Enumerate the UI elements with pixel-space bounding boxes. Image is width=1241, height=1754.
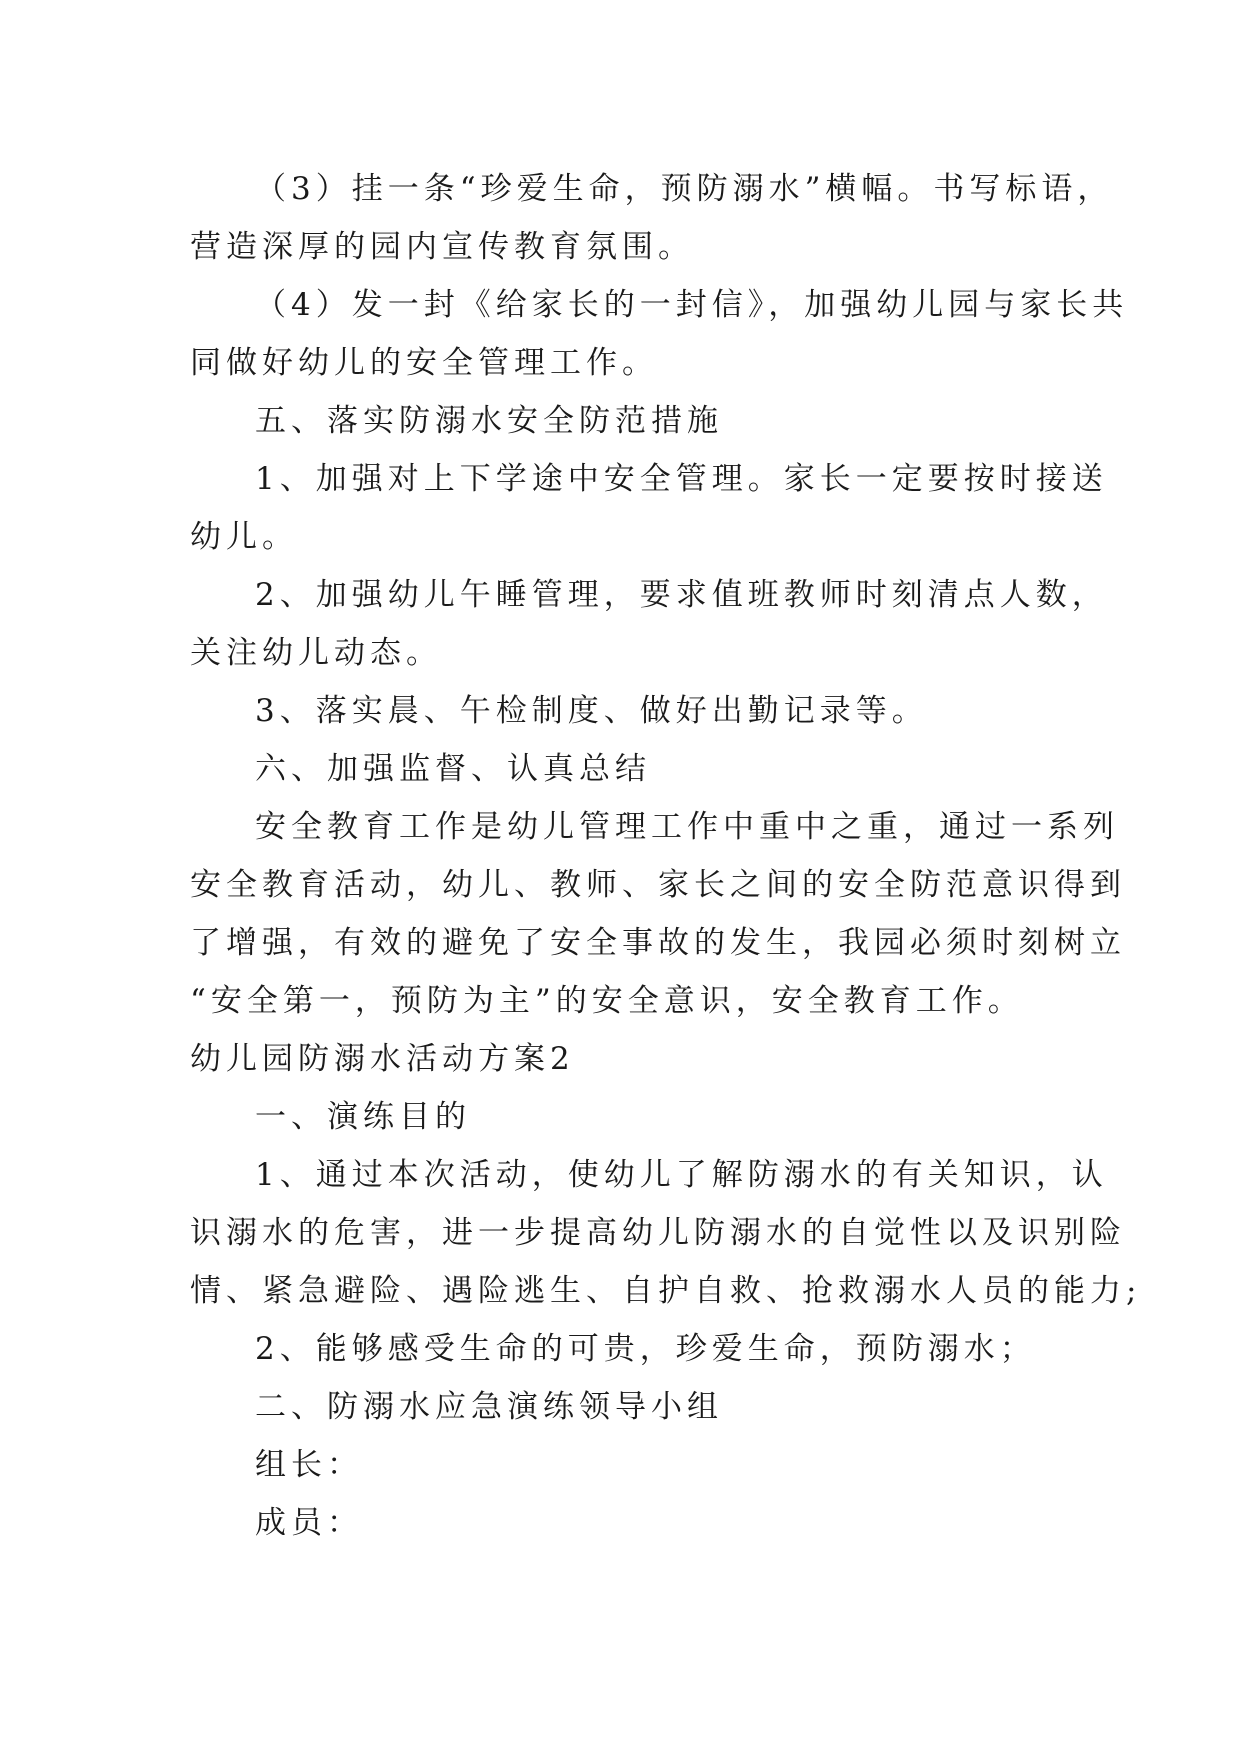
- paragraph-line: 关注幼儿动态。: [190, 635, 442, 671]
- field-label-members: 成员：: [255, 1505, 363, 1541]
- section-heading: 二、防溺水应急演练领导小组: [255, 1389, 723, 1425]
- paragraph-line: 情、紧急避险、遇险逃生、自护自救、抢救溺水人员的能力;: [190, 1273, 1142, 1309]
- paragraph-line: “安全第一，预防为主”的安全意识，安全教育工作。: [190, 983, 1024, 1019]
- paragraph-line: 安全教育工作是幼儿管理工作中重中之重，通过一系列: [255, 809, 1119, 845]
- paragraph-line: 2、能够感受生命的可贵，珍爱生命，预防溺水；: [255, 1331, 1036, 1367]
- paragraph-line: 了增强，有效的避免了安全事故的发生，我园必须时刻树立: [190, 925, 1126, 961]
- paragraph-line: 营造深厚的园内宣传教育氛围。: [190, 229, 694, 265]
- paragraph-line: 幼儿。: [190, 519, 298, 555]
- document-body: [190, 160, 1142, 1552]
- section-heading: 一、演练目的: [255, 1099, 471, 1135]
- paragraph-line: （4）发一封《给家长的一封信》，加强幼儿园与家长共: [255, 287, 1129, 323]
- paragraph-line: （3）挂一条“珍爱生命，预防溺水”横幅。书写标语，: [255, 171, 1114, 207]
- paragraph-line: 安全教育活动，幼儿、教师、家长之间的安全防范意识得到: [190, 867, 1126, 903]
- paragraph-line: 同做好幼儿的安全管理工作。: [190, 345, 658, 381]
- field-label-leader: 组长：: [255, 1447, 363, 1483]
- section-heading: 六、加强监督、认真总结: [255, 751, 651, 787]
- paragraph-line: 2、加强幼儿午睡管理，要求值班教师时刻清点人数，: [255, 577, 1108, 613]
- paragraph-line: 识溺水的危害，进一步提高幼儿防溺水的自觉性以及识别险: [190, 1215, 1126, 1251]
- paragraph-line: 3、落实晨、午检制度、做好出勤记录等。: [255, 693, 928, 729]
- section-heading: 五、落实防溺水安全防范措施: [255, 403, 723, 439]
- paragraph-line: 1、加强对上下学途中安全管理。家长一定要按时接送: [255, 461, 1108, 497]
- document-title: 幼儿园防溺水活动方案2: [190, 1041, 575, 1077]
- paragraph-line: 1、通过本次活动，使幼儿了解防溺水的有关知识，认: [255, 1157, 1108, 1193]
